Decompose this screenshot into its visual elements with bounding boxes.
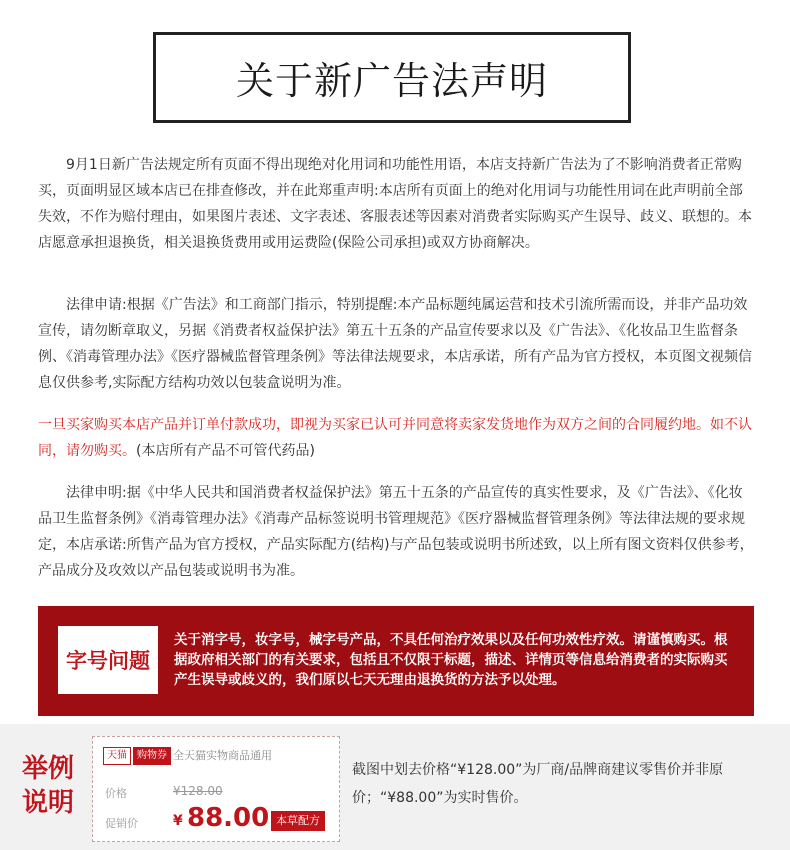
banner-text: 关于消字号，妆字号，械字号产品，不具任何治疗效果以及任何功效性疗效。请谨慎购买。根据政府相关部门的有关要求，包括且不仅限于标题，描述、详情页等信息给消费者的实际购买产生误导或歧义的，我们原以七天无理由退换货的方法予以处理。 xyxy=(174,632,728,688)
example-label-line2: 说明 xyxy=(21,788,74,818)
page-title: 关于新广告法声明 xyxy=(153,32,631,123)
example-label-line1: 举例 xyxy=(21,754,74,784)
notice-paragraph-ad-law: 9月1日新广告法规定所有页面不得出现绝对化用词和功能性用语，本店支持新广告法为了不影响消费者正常购买，页面明显区域本店已在排查修改，并在此郑重声明:本店所有页面上的绝对化用词与功能性用词在此声明前全部失效，不作为赔付理由，如果图片表述、文字表述、客服表述等因素对消费者实际购买产生误导、歧义、联想的。本店愿意承担退换货，相关退换货费用或用运费险(保险公司承担)或双方协商解决。 xyxy=(38,157,752,251)
orig-price-label: 价格 xyxy=(105,787,127,800)
notice-paragraph-legal-application: 法律申请:根据《广告法》和工商部门指示，特别提醒:本产品标题纯属运营和技术引流所需而设，并非产品功效宣传，请勿断章取义，另据《消费者权益保护法》第五十五条的产品宣传要求以及《广告法》、《化妆品卫生监督条例、《消毒管理办法》《医疗器械监督管理条例》等法律法规要求，本店承诺，所有产品为官方授权，本页图文视频信息仅供参考,实际配方结构功效以包装盒说明为准。 xyxy=(38,297,752,391)
license-notice-banner xyxy=(38,606,754,716)
promo-price: 88.00 xyxy=(187,803,270,833)
promo-price-symbol: ¥ xyxy=(173,813,183,829)
tmall-tag: 天猫 xyxy=(103,747,131,765)
orig-price: ¥128.00 xyxy=(173,784,223,798)
banner-label: 字号问题 xyxy=(58,626,158,694)
price-example-section xyxy=(0,724,790,850)
contract-warning-text: 一旦买家购买本店产品并订单付款成功，即视为买家已认可并同意将卖家发货地作为双方之间的合同履约地。如不认同，请勿购买。 xyxy=(38,417,752,459)
coupon-tag: 购物券 xyxy=(133,747,171,765)
price-explanation: 截图中划去价格“¥128.00”为厂商/品牌商建议零售价并非原价；“¥88.00”为实时售价。 xyxy=(352,762,724,806)
coupon-text: 全天猫实物商品通用 xyxy=(173,749,272,762)
notice-paragraph-legal-statement: 法律申明:据《中华人民共和国消费者权益保护法》第五十五条的产品宣传的真实性要求，及《广告法》、《化妆品卫生监督条例》《消毒管理办法》《消毒产品标签说明书管理规范》《医疗器械监督管理条例》等法律法规的要求规定，本店承诺:所售产品为官方授权，产品实际配方(结构)与产品包装或说明书所述致，以上所有图文资料仅供参考，产品成分及攻效以产品包装或说明书为准。 xyxy=(38,485,754,579)
promo-tag: 本草配方 xyxy=(271,811,325,831)
price-card xyxy=(92,736,340,842)
notice-paragraph-contract xyxy=(38,412,756,464)
contract-note-text: (本店所有产品不可管代药品) xyxy=(136,443,315,459)
promo-price-label: 促销价 xyxy=(105,817,138,830)
example-label xyxy=(16,752,80,820)
